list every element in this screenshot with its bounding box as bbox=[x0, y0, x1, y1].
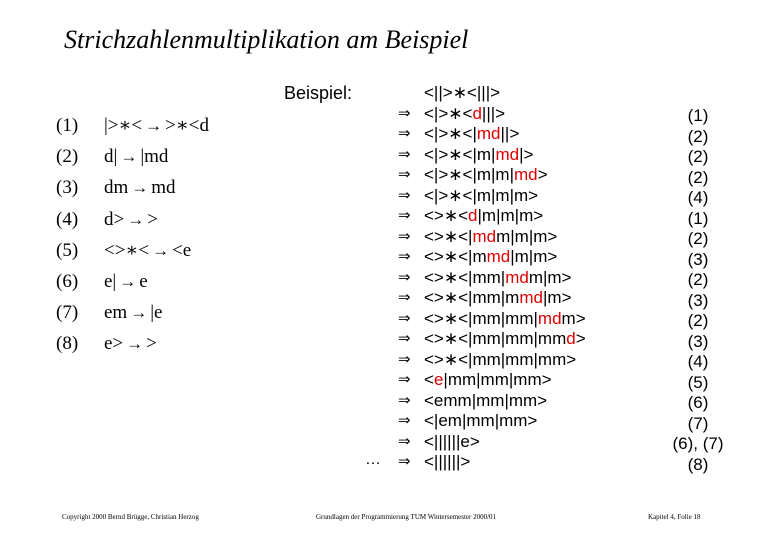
rule-reference: (7) bbox=[687, 413, 709, 433]
derivation-step bbox=[398, 350, 586, 371]
rule-lhs: d| bbox=[104, 146, 118, 168]
step-highlight: md bbox=[505, 267, 529, 287]
implies-icon: ⇒ bbox=[398, 145, 411, 163]
step-expression bbox=[424, 452, 470, 473]
footer-copyright: Copyright 2000 Bernd Brügge, Christian Herzog bbox=[62, 513, 199, 521]
step-prefix: <>∗<|mm|mm| bbox=[424, 308, 538, 328]
beispiel-label: Beispiel: bbox=[284, 83, 353, 103]
implies-icon: ⇒ bbox=[398, 350, 411, 368]
rule-reference: (1) bbox=[687, 208, 709, 228]
derivation-step bbox=[398, 227, 586, 248]
arrow-icon: → bbox=[145, 116, 163, 135]
rule-number: (4) bbox=[56, 208, 79, 230]
rule-rhs: > bbox=[146, 333, 157, 355]
rule-reference: (3) bbox=[687, 290, 709, 310]
derivation-step bbox=[398, 329, 586, 350]
rule-rhs: >∗<d bbox=[165, 115, 210, 136]
step-suffix: > bbox=[575, 329, 586, 348]
start-expression: <||>∗<|||> bbox=[424, 83, 501, 102]
step-suffix: m|m|m> bbox=[496, 226, 558, 246]
step-expression bbox=[424, 309, 586, 330]
ellipsis: … bbox=[365, 451, 381, 468]
step-expression bbox=[424, 288, 571, 309]
step-suffix: |m> bbox=[542, 288, 572, 307]
step-prefix: <emm|mm|mm> bbox=[424, 390, 548, 410]
derivation-step bbox=[398, 186, 586, 207]
arrow-icon: → bbox=[120, 147, 138, 167]
step-expression bbox=[424, 350, 576, 371]
rule-number: (5) bbox=[56, 239, 79, 261]
rule-lhs: e| bbox=[104, 270, 117, 292]
rule-text bbox=[104, 172, 176, 203]
implies-icon: ⇒ bbox=[398, 186, 411, 204]
step-highlight: d bbox=[566, 329, 576, 348]
rule-reference: (4) bbox=[687, 352, 709, 371]
rule-reference: (2) bbox=[687, 126, 709, 146]
rule-reference: (6), (7) bbox=[672, 434, 724, 453]
step-prefix: <|>∗<|m| bbox=[424, 144, 496, 164]
step-expression bbox=[424, 104, 505, 125]
derivation-step bbox=[398, 370, 586, 391]
step-prefix: <||||||e> bbox=[424, 431, 480, 451]
step-prefix: <>∗<|mm|m bbox=[424, 288, 520, 307]
step-highlight: d bbox=[472, 103, 482, 123]
step-expression bbox=[424, 186, 538, 207]
rule-lhs: dm bbox=[104, 177, 129, 199]
rule-text bbox=[104, 297, 162, 328]
step-suffix: |||> bbox=[481, 103, 506, 123]
arrow-icon: → bbox=[126, 334, 144, 354]
rule-reference: (6) bbox=[687, 393, 709, 412]
step-expression bbox=[424, 206, 543, 227]
arrow-icon: → bbox=[152, 240, 170, 260]
step-expression bbox=[424, 227, 557, 248]
step-prefix: <>∗< bbox=[424, 206, 469, 225]
step-expression bbox=[424, 124, 519, 145]
rule-number: (2) bbox=[56, 146, 79, 168]
implies-icon: ⇒ bbox=[398, 432, 411, 450]
step-prefix: <>∗<|mm| bbox=[424, 267, 506, 287]
step-expression bbox=[424, 329, 586, 350]
rule-rhs: |md bbox=[140, 146, 169, 168]
implies-icon: ⇒ bbox=[398, 289, 411, 306]
rule-lhs: d> bbox=[104, 208, 125, 230]
derivation-step bbox=[398, 268, 586, 289]
rule-lhs: e> bbox=[104, 333, 124, 355]
rule-number: (3) bbox=[56, 177, 79, 199]
derivation-step bbox=[398, 247, 586, 268]
arrow-icon: → bbox=[130, 303, 148, 323]
step-highlight: md bbox=[519, 288, 543, 307]
step-suffix: |m|m|m> bbox=[477, 206, 544, 225]
step-prefix: <>∗<|mm|mm|mm> bbox=[424, 349, 577, 369]
step-expression bbox=[424, 370, 552, 391]
rule-rhs: <e bbox=[172, 239, 192, 261]
rule-reference: (2) bbox=[687, 167, 709, 187]
rule-rhs: e bbox=[139, 270, 148, 292]
rule-row bbox=[56, 204, 209, 235]
implies-icon: ⇒ bbox=[398, 248, 411, 265]
step-highlight: md bbox=[495, 144, 520, 164]
rule-number: (1) bbox=[56, 115, 79, 136]
rule-row bbox=[56, 172, 209, 203]
rule-reference: (5) bbox=[687, 372, 709, 392]
rule-text bbox=[104, 141, 168, 172]
rule-row bbox=[56, 328, 209, 359]
step-expression bbox=[424, 432, 480, 453]
implies-icon: ⇒ bbox=[398, 207, 411, 224]
arrow-icon: → bbox=[127, 209, 145, 229]
rule-reference: (2) bbox=[687, 270, 709, 289]
step-highlight: e bbox=[433, 370, 444, 389]
step-prefix: <|em|mm|mm> bbox=[424, 411, 538, 430]
rule-rhs: md bbox=[151, 177, 176, 199]
step-expression bbox=[424, 268, 571, 289]
step-expression bbox=[424, 247, 557, 268]
rule-row bbox=[56, 235, 209, 266]
implies-icon: ⇒ bbox=[398, 330, 411, 347]
step-suffix: m|m> bbox=[528, 267, 572, 287]
derivation-step bbox=[398, 411, 586, 432]
derivation-step bbox=[398, 432, 586, 453]
implies-icon: ⇒ bbox=[398, 371, 411, 388]
footer-course: Grundlagen der Programmierung TUM Wintersemester 2000/01 bbox=[316, 513, 497, 521]
step-suffix: |> bbox=[519, 144, 534, 164]
rule-row bbox=[56, 110, 209, 141]
step-expression bbox=[424, 145, 533, 166]
step-highlight: md bbox=[514, 165, 538, 184]
rule-reference: (2) bbox=[687, 147, 709, 166]
rule-number: (6) bbox=[56, 270, 79, 292]
arrow-icon: → bbox=[131, 178, 149, 198]
rule-text bbox=[104, 266, 148, 297]
rule-reference: (2) bbox=[687, 311, 709, 330]
step-prefix: <|>∗<| bbox=[424, 124, 477, 143]
derivation-step bbox=[398, 391, 586, 412]
step-highlight: d bbox=[468, 206, 478, 225]
implies-icon: ⇒ bbox=[398, 412, 411, 429]
page-title: Strichzahlenmultiplikation am Beispiel bbox=[64, 25, 469, 54]
rule-text bbox=[104, 204, 158, 235]
step-prefix: <|>∗<|m|m| bbox=[424, 165, 515, 184]
rule-references bbox=[670, 106, 726, 475]
step-highlight: md bbox=[476, 124, 501, 143]
step-expression bbox=[424, 411, 537, 432]
step-highlight: md bbox=[486, 247, 511, 266]
implies-icon: ⇒ bbox=[398, 166, 411, 183]
implies-icon: ⇒ bbox=[398, 125, 411, 142]
derivation-step bbox=[398, 288, 586, 309]
rule-reference: (4) bbox=[687, 188, 709, 207]
derivation-step bbox=[398, 452, 586, 473]
rule-text bbox=[104, 110, 209, 141]
derivation-start bbox=[398, 83, 586, 104]
rewrite-rules bbox=[56, 110, 209, 360]
derivation-step bbox=[398, 104, 586, 125]
rule-row bbox=[56, 141, 209, 172]
derivation-step bbox=[398, 124, 586, 145]
footer-slide-number: Kapitel 4, Folie 18 bbox=[648, 513, 701, 521]
rule-rhs: |e bbox=[150, 302, 163, 324]
implies-icon: ⇒ bbox=[398, 104, 411, 122]
step-suffix: > bbox=[537, 165, 548, 184]
rule-lhs: <>∗< bbox=[104, 239, 150, 261]
step-highlight: md bbox=[472, 226, 497, 246]
step-suffix: m> bbox=[561, 308, 586, 328]
rule-number: (7) bbox=[56, 302, 79, 324]
step-highlight: md bbox=[537, 308, 562, 328]
step-prefix: < bbox=[424, 370, 434, 389]
step-prefix: <||||||> bbox=[424, 452, 471, 471]
rule-text bbox=[104, 328, 157, 359]
rule-reference: (2) bbox=[687, 229, 709, 248]
rule-row bbox=[56, 266, 209, 297]
step-prefix: <>∗<|mm|mm|mm bbox=[424, 329, 567, 348]
step-expression bbox=[424, 391, 547, 412]
step-prefix: <>∗<| bbox=[424, 226, 473, 246]
derivation-step bbox=[398, 165, 586, 186]
rule-lhs: em bbox=[104, 302, 128, 324]
arrow-icon: → bbox=[119, 271, 137, 291]
step-suffix: ||> bbox=[500, 124, 520, 143]
step-prefix: <|>∗< bbox=[424, 103, 473, 123]
rule-number: (8) bbox=[56, 333, 79, 355]
rule-row bbox=[56, 297, 209, 328]
rule-reference: (3) bbox=[687, 331, 709, 351]
derivation-step bbox=[398, 309, 586, 330]
derivation-step bbox=[398, 206, 586, 227]
rule-reference: (1) bbox=[687, 106, 709, 125]
rule-reference: (3) bbox=[687, 249, 709, 269]
rule-lhs: |>∗< bbox=[104, 115, 143, 136]
step-suffix: |mm|mm|mm> bbox=[443, 370, 552, 389]
implies-icon: ⇒ bbox=[398, 453, 411, 470]
implies-icon: ⇒ bbox=[398, 227, 411, 245]
derivation-sequence bbox=[398, 83, 586, 473]
step-prefix: <>∗<|m bbox=[424, 247, 487, 266]
rule-text bbox=[104, 235, 191, 266]
step-prefix: <|>∗<|m|m|m> bbox=[424, 185, 539, 205]
rule-reference: (8) bbox=[687, 454, 709, 474]
implies-icon: ⇒ bbox=[398, 391, 411, 409]
implies-icon: ⇒ bbox=[398, 309, 411, 327]
derivation-step bbox=[398, 145, 586, 166]
rule-rhs: > bbox=[147, 208, 158, 230]
implies-icon: ⇒ bbox=[398, 268, 411, 286]
step-expression bbox=[424, 165, 548, 186]
step-suffix: |m|m> bbox=[510, 247, 558, 266]
